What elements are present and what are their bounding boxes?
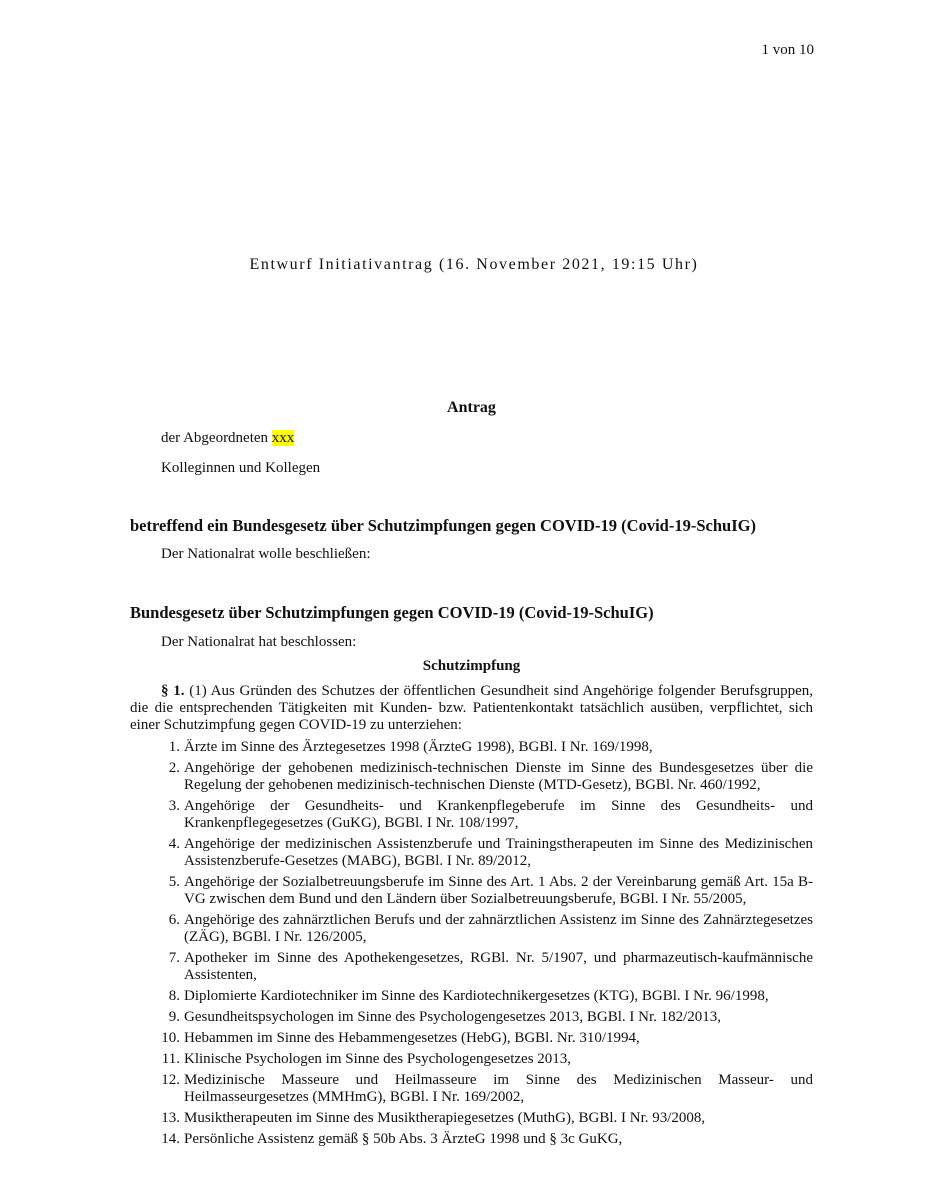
resolved-line: Der Nationalrat hat beschlossen:: [161, 634, 357, 650]
draft-title: Entwurf Initiativantrag (16. November 2021, 19:15 Uhr): [249, 256, 699, 273]
resolve-intro: Der Nationalrat wolle beschließen:: [161, 546, 371, 562]
list-item: 8. Diplomierte Kardiotechniker im Sinne des Kardiotechnikergesetzes (KTG), BGBl. I Nr. 96/1998,: [168, 988, 769, 1004]
list-item: 11. Klinische Psychologen im Sinne des Psychologengesetzes 2013,: [161, 1051, 572, 1067]
list-item: 7. Apotheker im Sinne des Apothekengesetzes, RGBl. Nr. 5/1907, und pharmazeutisch-kaufmännische Assistenten,: [168, 950, 813, 983]
list-item: 6. Angehörige des zahnärztlichen Berufs und der zahnärztlichen Assistenz im Sinne des Zahnärztegesetzes (ZÄG), BGBl. I Nr. 126/2005,: [168, 912, 813, 945]
list-item: 13. Musiktherapeuten im Sinne des Musiktherapiegesetzes (MuthG), BGBl. I Nr. 93/2008,: [161, 1110, 706, 1126]
list-item: 5. Angehörige der Sozialbetreuungsberufe im Sinne des Art. 1 Abs. 2 der Vereinbarung gemäß Art. 15a B-VG zwischen dem Bund und den Ländern über Sozialbetreuungsberufe, BGBl. I Nr. 55/2005,: [168, 874, 813, 907]
members-line: [161, 430, 294, 447]
regarding-line: betreffend ein Bundesgesetz über Schutzimpfungen gegen COVID-19 (Covid-19-SchuIG): [130, 516, 756, 535]
list-item: 12. Medizinische Masseure und Heilmasseure im Sinne des Medizinischen Masseur- und Heilmasseurgesetzes (MMHmG), BGBl. I Nr. 169/2002,: [161, 1072, 813, 1105]
paragraph-1-label: § 1.: [161, 683, 185, 699]
paragraph-1-text: (1) Aus Gründen des Schutzes der öffentlichen Gesundheit sind Angehörige folgender Berufsgruppen, die die entsprechenden Tätigkeiten mit Kunden- bzw. Patientenkontakt tatsächlich ausüben, verpflichtet, sich einer Schutzimpfung gegen COVID-19 zu unterziehen:: [130, 683, 814, 733]
members-prefix: der Abgeordneten: [161, 430, 269, 446]
list-item: 10. Hebammen im Sinne des Hebammengesetzes (HebG), BGBl. Nr. 310/1994,: [161, 1030, 640, 1046]
list-item: 4. Angehörige der medizinischen Assistenzberufe und Trainingstherapeuten im Sinne des Medizinischen Assistenzberufe-Gesetzes (MABG), BGBl. I Nr. 89/2012,: [168, 836, 813, 869]
paragraph-1: [130, 683, 813, 734]
profession-list: [130, 739, 813, 1152]
colleagues-line: Kolleginnen und Kollegen: [161, 460, 321, 476]
section-title: Schutzimpfung: [422, 658, 521, 674]
list-item: 9. Gesundheitspsychologen im Sinne des Psychologengesetzes 2013, BGBl. I Nr. 182/2013,: [168, 1009, 722, 1025]
list-item: 1. Ärzte im Sinne des Ärztegesetzes 1998 (ÄrzteG 1998), BGBl. I Nr. 169/1998,: [168, 739, 653, 755]
page-number: 1 von 10: [761, 42, 814, 58]
document-heading: Antrag: [447, 399, 496, 416]
list-item: 2. Angehörige der gehobenen medizinisch-technischen Dienste im Sinne des Bundesgesetzes über die Regelung der gehobenen medizinisch-technischen Dienste (MTD-Gesetz), BGBl. Nr. 460/1992,: [168, 760, 813, 793]
law-title: Bundesgesetz über Schutzimpfungen gegen COVID-19 (Covid-19-SchuIG): [130, 603, 654, 622]
list-item: 3. Angehörige der Gesundheits- und Krankenpflegeberufe im Sinne des Gesundheits- und Krankenpflegegesetzes (GuKG), BGBl. I Nr. 108/1997,: [168, 798, 813, 831]
members-placeholder: xxx: [271, 430, 295, 446]
list-item: 14. Persönliche Assistenz gemäß § 50b Abs. 3 ÄrzteG 1998 und § 3c GuKG,: [161, 1131, 623, 1147]
